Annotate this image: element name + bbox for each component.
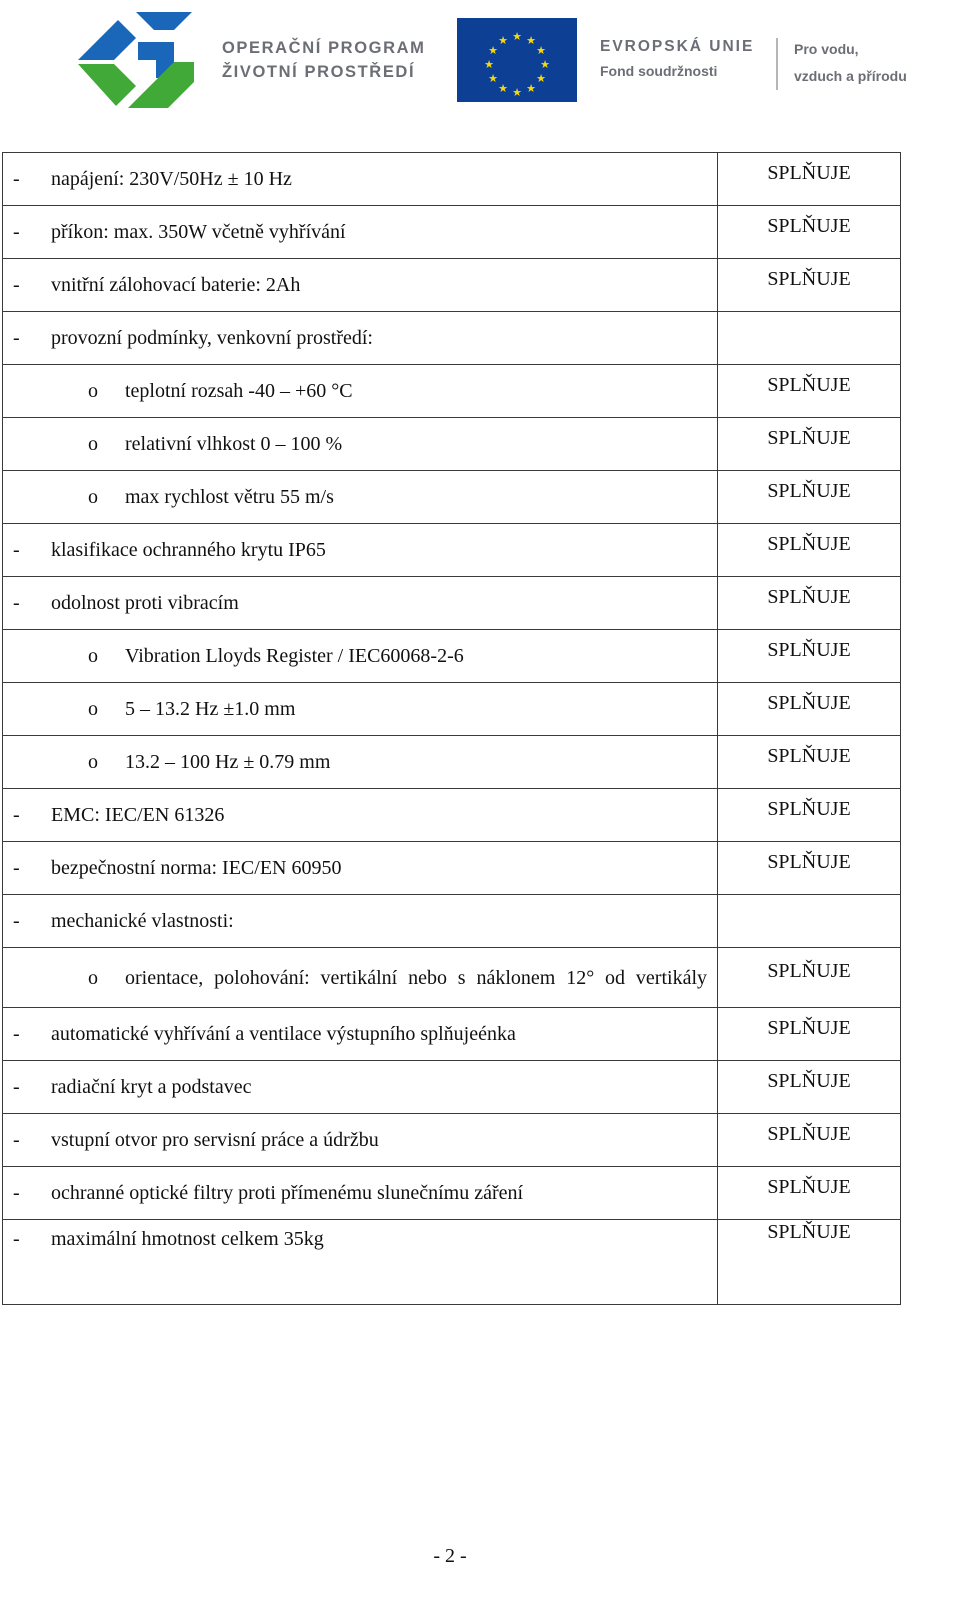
row-text: teplotní rozsah -40 – +60 °C — [125, 380, 353, 402]
row-bullet: - — [13, 804, 20, 826]
row-bullet: o — [88, 433, 98, 455]
program-name — [222, 36, 425, 84]
status-value: SPLŇUJE — [767, 585, 851, 608]
svg-text:★: ★ — [498, 82, 508, 95]
table-row — [3, 948, 901, 1008]
row-text: 13.2 – 100 Hz ± 0.79 mm — [125, 751, 331, 773]
svg-text:★: ★ — [512, 30, 522, 43]
row-bullet: - — [13, 1228, 20, 1250]
row-text: příkon: max. 350W včetně vyhřívání — [51, 221, 346, 243]
row-bullet: - — [13, 1129, 20, 1151]
page-number: - 2 - — [433, 1545, 467, 1567]
eu-label — [600, 36, 754, 84]
status-value: SPLŇUJE — [767, 479, 851, 502]
page-header — [0, 0, 960, 118]
status-value: SPLŇUJE — [767, 373, 851, 396]
row-text: EMC: IEC/EN 61326 — [51, 804, 225, 826]
row-bullet: o — [88, 645, 98, 667]
status-value: SPLŇUJE — [767, 638, 851, 661]
table-row — [3, 153, 901, 206]
status-value: SPLŇUJE — [767, 744, 851, 767]
table-row — [3, 259, 901, 312]
row-bullet: - — [13, 274, 20, 296]
row-text: automatické vyhřívání a ventilace výstupního splňujeénka — [51, 1023, 516, 1045]
row-text: ochranné optické filtry proti přímenému slunečnímu záření — [51, 1182, 524, 1204]
status-value: SPLŇUJE — [767, 1175, 851, 1198]
row-bullet: - — [13, 327, 20, 349]
svg-text:★: ★ — [498, 34, 508, 47]
status-value: SPLŇUJE — [767, 267, 851, 290]
status-value: SPLŇUJE — [767, 691, 851, 714]
row-bullet: - — [13, 539, 20, 561]
row-text: napájení: 230V/50Hz ± 10 Hz — [51, 168, 292, 190]
table-row — [3, 1008, 901, 1061]
row-text: orientace, polohování: vertikální nebo s náklonem 12° od vertikály — [125, 966, 707, 989]
table-row — [3, 1114, 901, 1167]
row-bullet: - — [13, 592, 20, 614]
table-row — [3, 1220, 901, 1305]
table-row — [3, 1061, 901, 1114]
table-row — [3, 418, 901, 471]
row-text: relativní vlhkost 0 – 100 % — [125, 433, 343, 455]
table-row — [3, 895, 901, 948]
table-row — [3, 524, 901, 577]
table-row — [3, 577, 901, 630]
row-text: radiační kryt a podstavec — [51, 1076, 252, 1098]
row-text: 5 – 13.2 Hz ±1.0 mm — [125, 698, 296, 720]
status-value: SPLŇUJE — [767, 1016, 851, 1039]
svg-text:★: ★ — [536, 44, 546, 57]
status-value: SPLŇUJE — [767, 532, 851, 555]
svg-text:★: ★ — [484, 58, 494, 71]
eu-fund: Fond soudržnosti — [600, 63, 718, 79]
svg-text:★: ★ — [526, 82, 536, 95]
svg-text:★: ★ — [512, 86, 522, 99]
svg-text:★: ★ — [536, 72, 546, 85]
header-divider — [776, 38, 778, 90]
row-text: bezpečnostní norma: IEC/EN 60950 — [51, 857, 342, 879]
row-text: odolnost proti vibracím — [51, 592, 239, 614]
slogan-line-1: Pro vodu, — [794, 41, 859, 57]
program-line-1: OPERAČNÍ PROGRAM — [222, 39, 426, 57]
status-value: SPLŇUJE — [767, 426, 851, 449]
spec-table — [2, 152, 901, 1305]
row-bullet: o — [88, 486, 98, 508]
row-bullet: - — [13, 1076, 20, 1098]
status-value: SPLŇUJE — [767, 214, 851, 237]
table-row — [3, 789, 901, 842]
eu-flag-icon — [457, 18, 577, 102]
row-text: Vibration Lloyds Register / IEC60068-2-6 — [125, 645, 464, 667]
row-bullet: o — [88, 966, 98, 989]
table-row — [3, 630, 901, 683]
row-bullet: - — [13, 1182, 20, 1204]
row-bullet: - — [13, 1023, 20, 1045]
row-bullet: o — [88, 751, 98, 773]
svg-text:★: ★ — [488, 44, 498, 57]
table-row — [3, 471, 901, 524]
row-bullet: - — [13, 910, 20, 932]
row-bullet: - — [13, 168, 20, 190]
row-text: vnitřní zálohovací baterie: 2Ah — [51, 274, 301, 296]
row-text: vstupní otvor pro servisní práce a údržbu — [51, 1129, 379, 1151]
status-value: SPLŇUJE — [767, 850, 851, 873]
status-value: SPLŇUJE — [767, 1221, 851, 1243]
table-row — [3, 736, 901, 789]
op-zp-logo-icon — [76, 10, 206, 110]
table-row — [3, 206, 901, 259]
row-text: maximální hmotnost celkem 35kg — [51, 1228, 324, 1250]
row-bullet: o — [88, 698, 98, 720]
status-value: SPLŇUJE — [767, 960, 851, 982]
status-value: SPLŇUJE — [767, 161, 851, 184]
status-value: SPLŇUJE — [767, 1069, 851, 1092]
status-value: SPLŇUJE — [767, 1122, 851, 1145]
row-text: klasifikace ochranného krytu IP65 — [51, 539, 326, 561]
table-row — [3, 1167, 901, 1220]
table-row — [3, 312, 901, 365]
slogan-line-2: vzduch a přírodu — [794, 68, 907, 84]
table-row — [3, 842, 901, 895]
row-bullet: - — [13, 221, 20, 243]
row-bullet: - — [13, 857, 20, 879]
eu-name: EVROPSKÁ UNIE — [600, 38, 755, 55]
row-bullet: o — [88, 380, 98, 402]
status-value: SPLŇUJE — [767, 797, 851, 820]
svg-text:★: ★ — [540, 58, 550, 71]
svg-text:★: ★ — [488, 72, 498, 85]
row-text: mechanické vlastnosti: — [51, 910, 234, 932]
program-line-2: ŽIVOTNÍ PROSTŘEDÍ — [222, 63, 416, 81]
slogan — [794, 36, 907, 90]
table-row — [3, 365, 901, 418]
row-text: max rychlost větru 55 m/s — [125, 486, 334, 508]
svg-text:★: ★ — [526, 34, 536, 47]
row-text: provozní podmínky, venkovní prostředí: — [51, 327, 373, 349]
table-row — [3, 683, 901, 736]
